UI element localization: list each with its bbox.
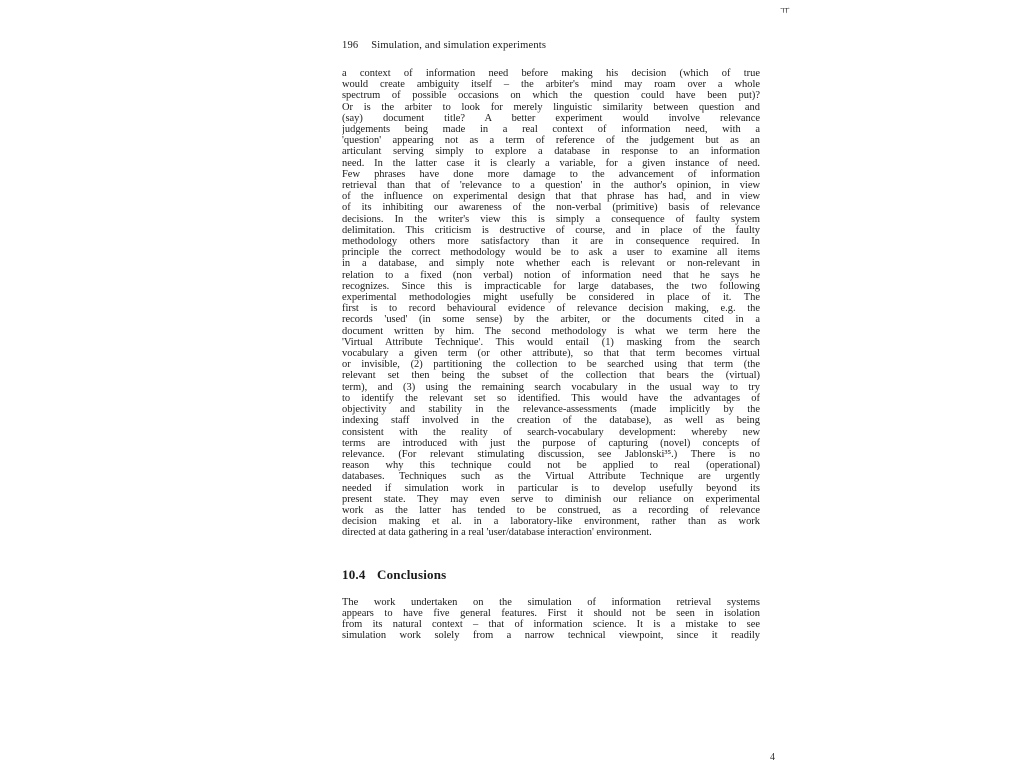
text-line: relation to a fixed (non verbal) notion of information need that he says he [342, 269, 760, 281]
section-title: Conclusions [377, 566, 447, 582]
text-line: document written by him. The second methodology is what we term here the [342, 325, 760, 337]
text-line: would create ambiguity itself – the arbiter's mind may roam over a whole [342, 79, 760, 91]
body-paragraph [342, 68, 760, 539]
section-heading [342, 567, 760, 583]
text-line: of its inhibiting our awareness of the non-verbal (primitive) basis of relevance [342, 202, 760, 214]
text-line: retrieval than that of 'relevance to a question' in the author's opinion, in view [342, 180, 760, 192]
text-line: judgements being made in a real context of information need, with a [342, 124, 760, 136]
running-head [342, 40, 760, 51]
text-line: from its natural context – that of information science. It is a mistake to see [342, 618, 760, 630]
text-line: Or is the arbiter to look for merely linguistic similarity between question and [342, 101, 760, 113]
text-line: The work undertaken on the simulation of information retrieval systems [342, 596, 760, 608]
text-line: principle the correct methodology would be to ask a user to examine all items [342, 247, 760, 259]
text-line: delimitation. This criticism is destructive of course, and in place of the faulty [342, 224, 760, 236]
text-line: work as the latter has tended to be construed, as a recording of relevance [342, 504, 760, 516]
text-line: needed if simulation work in particular is to develop usefully beyond its [342, 482, 760, 494]
running-head-title: Simulation, and simulation experiments [371, 40, 547, 51]
text-line: spectrum of possible occasions on which the question could have been put)? [342, 90, 760, 102]
text-line: experimental methodologies might usefully be considered in place of it. The [342, 292, 760, 304]
text-line: or invisible, (2) partitioning the collection to be searched using that term (the [342, 359, 760, 371]
text-line: first is to record behavioural evidence of relevance decision making, e.g. the [342, 303, 760, 315]
text-line: to identify the relevant set so identified. This would have the advantages of [342, 392, 760, 404]
text-line: terms are introduced with just the purpose of capturing (novel) concepts of [342, 437, 760, 449]
page-number: 196 [342, 40, 359, 51]
text-line: consistent with the reality of search-vocabulary development: whereby new [342, 426, 760, 438]
text-line: (say) document title? A better experiment would involve relevance [342, 112, 760, 124]
text-line: Few phrases have done more damage to the advancement of information [342, 168, 760, 180]
text-line: appears to have five general features. First it should not be seen in isolation [342, 607, 760, 619]
text-line: 'question' appearing not as a term of reference of the judgement but as an [342, 135, 760, 147]
text-line: simulation work solely from a narrow technical viewpoint, since it readily [342, 630, 760, 642]
text-line: indexing staff involved in the creation of the database), as well as being [342, 415, 760, 427]
text-line: databases. Techniques such as the Virtual Attribute Technique are urgently [342, 471, 760, 483]
text-line: need. In the latter case it is clearly a variable, for a given instance of need. [342, 157, 760, 169]
text-line: recognizes. Since this is impracticable for large databases, the two following [342, 280, 760, 292]
text-line: of the influence on experimental design that that phrase has had, and in view [342, 191, 760, 203]
text-line: vocabulary a given term (or other attribute), so that that term becomes virtual [342, 348, 760, 360]
text-line: a context of information need before making his decision (which of true [342, 68, 760, 79]
text-line: relevance. (For relevant stimulating discussion, see Jablonski³⁵.) There is no [342, 448, 760, 460]
book-page [342, 40, 760, 641]
text-line: term), and (3) using the remaining search vocabulary in the usual way to try [342, 381, 760, 393]
text-line: present state. They may even serve to diminish our reliance on experimental [342, 493, 760, 505]
text-line: methodology others more satisfactory than it are in consequence required. In [342, 236, 760, 248]
corner-mark-top: ㅠ [780, 6, 790, 17]
text-line: reason why this technique could not be applied to real (operational) [342, 460, 760, 472]
text-line: records 'used' (in some sense) by the arbiter, or the documents cited in a [342, 314, 760, 326]
text-line: relevant set then being the subset of the collection that bears the (virtual) [342, 370, 760, 382]
text-line: objectivity and stability in the relevance-assessments (made implicitly by the [342, 404, 760, 416]
text-line: articulant serving simply to explore a database in response to an information [342, 146, 760, 158]
text-line: directed at data gathering in a real 'user/database interaction' environment. [342, 527, 652, 539]
text-line: decisions. In the writer's view this is simply a consequence of faulty system [342, 213, 760, 225]
section-number: 10.4 [342, 566, 366, 582]
text-line: 'Virtual Attribute Technique'. This would entail (1) masking from the search [342, 336, 760, 348]
text-line: decision making et al. in a laboratory-like environment, rather than as work [342, 516, 760, 528]
corner-mark-bottom: 4 [770, 752, 775, 763]
body-paragraph [342, 597, 760, 642]
text-line: in a database, and simply note whether each is relevant or non-relevant in [342, 258, 760, 270]
